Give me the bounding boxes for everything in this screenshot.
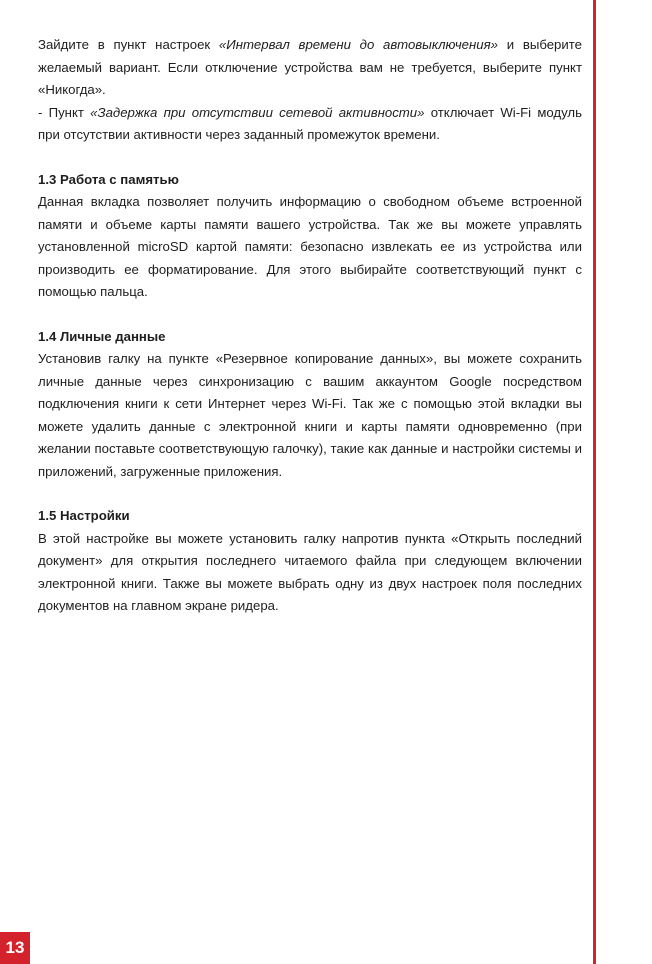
section-memory-title: 1.3 Работа с памятью [38, 171, 179, 187]
intro-p2-italic: «Задержка при отсутствии сетевой активности» [90, 104, 425, 120]
section-memory [38, 169, 582, 304]
page-edge-bar [593, 0, 596, 964]
section-settings [38, 505, 582, 618]
intro-p1-italic: «Интервал времени до автовыключения» [218, 37, 498, 52]
intro-p1-before: Зайдите в пункт настроек [38, 37, 219, 52]
section-memory-text: Данная вкладка позволяет получить информацию о свободном объеме встроенной памяти и объеме карты памяти вашего устройства. Так же вы можете управлять установленной microSD картой памяти: безопасно извлекать ее из устройства или производить ее форматирование. Для этого выбирайте соответствующий пункт с помощью пальца. [38, 194, 582, 299]
section-personal-data-title: 1.4 Личные данные [38, 328, 166, 344]
section-settings-title: 1.5 Настройки [38, 508, 130, 523]
intro-paragraph-1 [38, 34, 582, 102]
intro-p1-after: и выберите желаемый вариант. Если отключение устройства вам не требуется, выберите пункт «Никогда». [38, 37, 582, 97]
page-number: 13 [0, 932, 30, 964]
page-content [38, 34, 582, 618]
intro-p2-after: отключает Wi-Fi модуль при отсутствии активности через заданный промежуток времени. [38, 104, 582, 142]
intro-p2-before: - Пункт [38, 104, 91, 120]
section-personal-data-text: Установив галку на пункте «Резервное копирование данных», вы можете сохранить личные данные через синхронизацию с вашим аккаунтом Google посредством подключения книги к сети Интернет через Wi-Fi. Так же с помощью этой вкладки вы можете удалить данные с электронной книги и карты памяти одновременно (при желании поставьте соответствующую галочку), такие как данные и настройки системы и приложений, загруженные приложения. [38, 351, 582, 479]
section-personal-data [38, 326, 582, 484]
section-settings-text: В этой настройке вы можете установить галку напротив пункта «Открыть последний документ» для открытия последнего читаемого файла при следующем включении электронной книги. Также вы можете выбрать одну из двух настроек поля последних документов на главном экране ридера. [38, 530, 582, 613]
intro-paragraph-2 [38, 102, 582, 147]
